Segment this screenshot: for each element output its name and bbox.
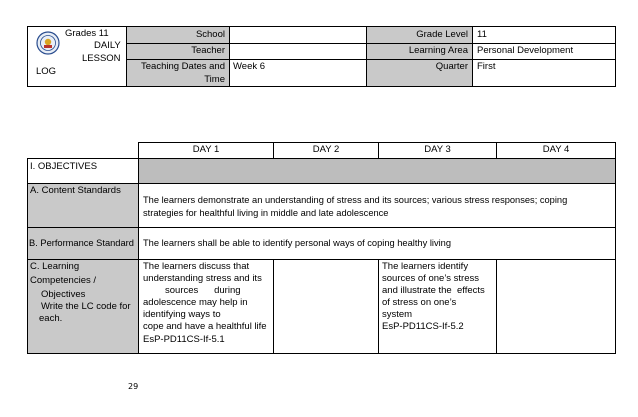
day4-header: DAY 4	[542, 144, 570, 155]
dates-label-line1: Teaching Dates and	[141, 61, 225, 72]
day1-objective-line5: identifying ways to	[143, 309, 221, 320]
dates-label-line2: Time	[204, 74, 225, 85]
objectives-section-label: I. OBJECTIVES	[30, 161, 98, 172]
competencies-label-line4: Write the LC code for	[41, 301, 131, 312]
day1-objective-line3: sources during	[165, 285, 241, 296]
day3-objective-line3: and illustrate the effects	[382, 285, 485, 296]
dll-title-lesson: LESSON	[82, 53, 121, 64]
day1-objective-line2: understanding stress and its	[143, 273, 262, 284]
day3-objective-line4: of stress on one’s	[382, 297, 457, 308]
content-standards-label: A. Content Standards	[30, 185, 121, 196]
day1-objective-line1: The learners discuss that	[143, 261, 250, 272]
competencies-label-line3: Objectives	[41, 289, 86, 300]
day3-header: DAY 3	[424, 144, 451, 155]
learning-area-value: Personal Development	[477, 45, 574, 56]
competencies-day4-cell	[496, 259, 616, 354]
day1-lc-code: EsP-PD11CS-If-5.1	[143, 334, 225, 345]
school-label: School	[195, 29, 225, 40]
content-standards-text-line2: strategies for healthful living in middle and late adolescence	[143, 208, 389, 218]
competencies-label-line2: Competencies /	[30, 275, 97, 286]
quarter-label: Quarter	[435, 61, 468, 72]
day3-lc-code: EsP-PD11CS-If-5.2	[382, 321, 464, 332]
day1-header: DAY 1	[192, 144, 220, 155]
dll-title-grades: Grades 11	[65, 28, 109, 39]
day3-objective-line5: system	[382, 309, 413, 320]
day1-objective-line4: adolescence may help in	[143, 297, 248, 308]
dll-title-daily: DAILY	[94, 40, 121, 51]
performance-standard-text: The learners shall be able to identify personal ways of coping healthy living	[143, 238, 452, 248]
day3-objective-line1: The learners identify	[382, 261, 469, 272]
page-number: 29	[128, 382, 139, 391]
dll-title-log: LOG	[36, 66, 57, 77]
competencies-label-line5: each.	[39, 313, 63, 324]
performance-standard-label: B. Performance Standard	[29, 238, 134, 248]
learning-area-label: Learning Area	[408, 45, 468, 56]
quarter-value: First	[477, 61, 496, 72]
competencies-day2-cell	[273, 259, 379, 354]
objectives-shaded-cell	[138, 158, 616, 184]
content-standards-text-line1: The learners demonstrate an understanding of stress and its sources; various stress responses; coping	[143, 195, 568, 205]
day2-header: DAY 2	[312, 144, 340, 155]
school-value-cell	[229, 26, 367, 44]
dates-value: Week 6	[233, 61, 266, 72]
teacher-label: Teacher	[191, 45, 225, 56]
teacher-value-cell	[229, 43, 367, 60]
deped-seal-icon	[36, 31, 60, 55]
day3-objective-line2: sources of one’s stress	[382, 273, 479, 284]
grade-level-label: Grade Level	[416, 29, 468, 40]
day1-objective-line6: cope and have a healthful life	[143, 321, 267, 332]
grade-level-value: 11	[477, 29, 487, 40]
competencies-label-line1: C. Learning	[30, 261, 80, 272]
grade-level-value-cell	[472, 26, 616, 44]
